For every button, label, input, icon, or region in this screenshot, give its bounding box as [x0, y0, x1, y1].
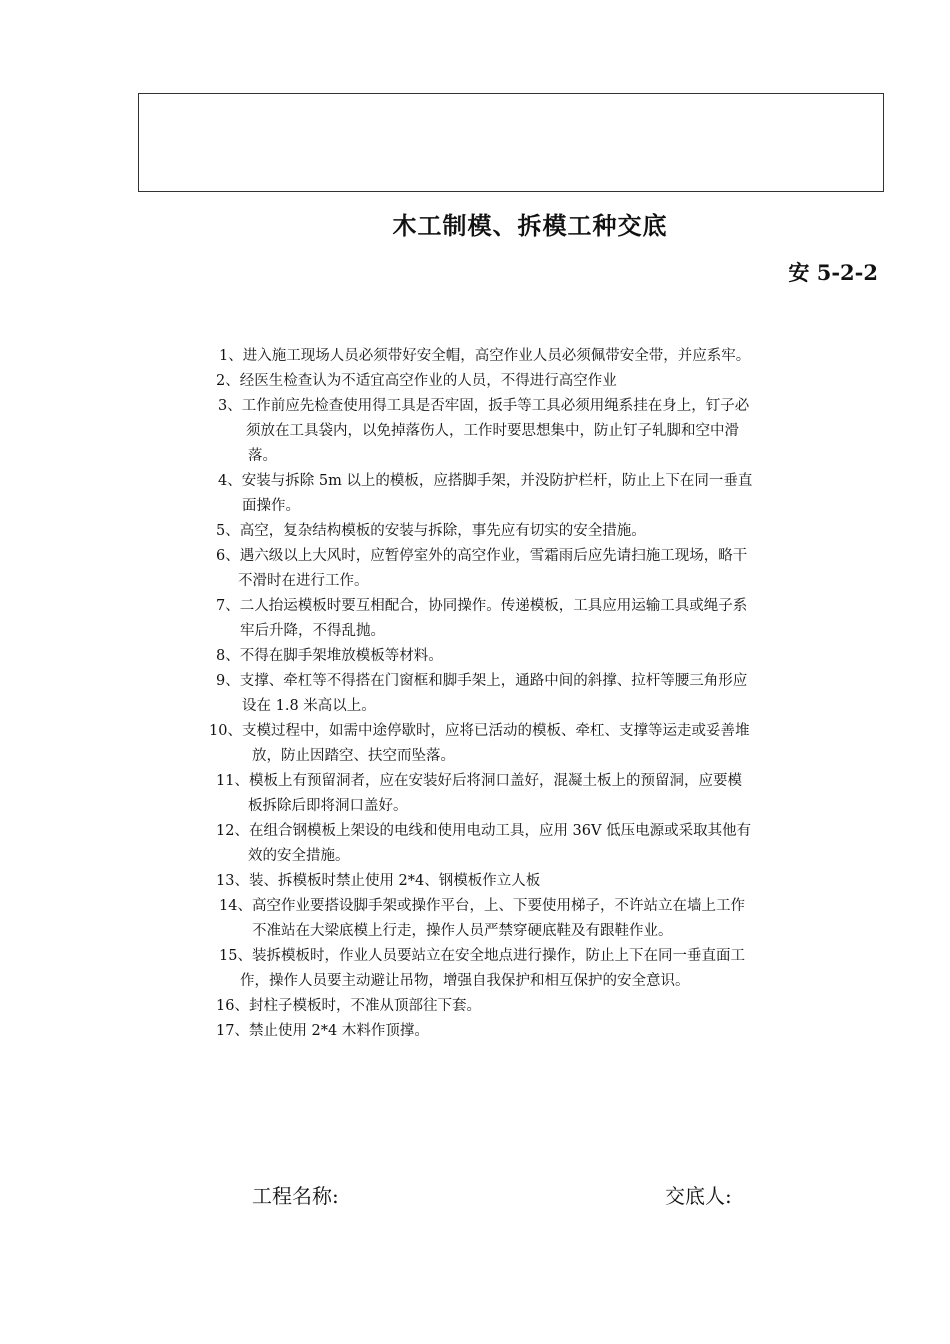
item-text-continued: 效的安全措施。	[248, 848, 350, 864]
list-item	[0, 394, 950, 469]
item-text: 遇六级以上大风时，应暂停室外的高空作业，雪霜雨后应先请扫施工现场，略干	[239, 548, 748, 564]
item-number: 1、	[219, 348, 243, 364]
list-item	[0, 769, 950, 819]
item-text: 工作前应先检查使用得工具是否牢固，扳手等工具必须用绳系挂在身上，钉子必	[241, 398, 750, 414]
item-text: 禁止使用 2*4 木料作顶撑。	[248, 1023, 429, 1039]
project-name-label: 工程名称:	[252, 1184, 339, 1208]
item-number: 16、	[216, 998, 249, 1014]
item-text: 封柱子模板时，不准从顶部往下套。	[248, 998, 481, 1014]
item-text-continued: 牢后升降，不得乱抛。	[240, 623, 385, 639]
item-text-continued: 设在 1.8 米高以上。	[242, 698, 376, 714]
list-item	[0, 819, 950, 869]
item-number: 2、	[216, 373, 240, 389]
item-text: 高空，复杂结构模板的安装与拆除，事先应有切实的安全措施。	[239, 523, 646, 539]
item-number: 4、	[218, 473, 242, 489]
item-number: 15、	[219, 948, 252, 964]
header-box	[138, 93, 884, 192]
item-text-continued: 放，防止因踏空、扶空而坠落。	[252, 748, 455, 764]
item-text: 不得在脚手架堆放模板等材料。	[239, 648, 443, 664]
item-text: 进入施工现场人员必须带好安全帽，高空作业人员必须佩带安全带，并应系牢。	[242, 348, 751, 364]
item-text-continued: 面操作。	[242, 498, 300, 514]
instruction-list	[0, 344, 950, 1044]
item-text: 安装与拆除 5m 以上的模板，应搭脚手架，并没防护栏杆，防止上下在同一垂直	[241, 473, 753, 489]
list-item	[0, 719, 950, 769]
list-item	[0, 869, 950, 894]
list-item	[0, 369, 950, 394]
item-number: 8、	[216, 648, 240, 664]
item-number: 11、	[216, 773, 249, 789]
list-item	[0, 994, 950, 1019]
item-text-continued: 不滑时在进行工作。	[238, 573, 369, 589]
item-number: 17、	[216, 1023, 249, 1039]
list-item	[0, 894, 950, 944]
list-item	[0, 469, 950, 519]
list-item	[0, 519, 950, 544]
item-text: 二人抬运模板时要互相配合，协同操作。传递模板，工具应用运输工具或绳子系	[239, 598, 748, 614]
item-number: 6、	[216, 548, 240, 564]
item-number: 9、	[216, 673, 240, 689]
item-text: 模板上有预留洞者，应在安装好后将洞口盖好，混凝土板上的预留洞，应要模	[248, 773, 742, 789]
item-text: 支模过程中，如需中途停歇时，应将已活动的模板、牵杠、支撑等运走或妥善堆	[241, 723, 750, 739]
item-text-continued: 板拆除后即将洞口盖好。	[248, 798, 408, 814]
item-text: 高空作业要搭设脚手架或操作平台，上、下要使用梯子，不许站立在墙上工作	[251, 898, 745, 914]
item-number: 14、	[219, 898, 252, 914]
list-item	[0, 594, 950, 644]
list-item	[0, 944, 950, 994]
item-text: 在组合钢模板上架设的电线和使用电动工具，应用 36V 低压电源或采取其他有	[248, 823, 752, 839]
document-title: 木工制模、拆模工种交底	[392, 211, 668, 240]
item-text: 装拆模板时，作业人员要站立在安全地点进行操作，防止上下在同一垂直面工	[251, 948, 745, 964]
item-text: 经医生检查认为不适宜高空作业的人员，不得进行高空作业	[239, 373, 617, 389]
item-text-continued: 落。	[248, 448, 277, 464]
item-text-continued: 作，操作人员要主动避让吊物，增强自我保护和相互保护的安全意识。	[240, 973, 690, 989]
item-number: 3、	[218, 398, 242, 414]
item-text-continued: 须放在工具袋内，以免掉落伤人，工作时要思想集中，防止钉子轧脚和空中滑	[246, 423, 739, 439]
item-text-continued: 不准站在大梁底模上行走，操作人员严禁穿硬底鞋及有跟鞋作业。	[252, 923, 673, 939]
list-item	[0, 344, 950, 369]
item-number: 10、	[209, 723, 242, 739]
list-item	[0, 644, 950, 669]
item-number: 5、	[216, 523, 240, 539]
list-item	[0, 544, 950, 594]
briefer-label: 交底人:	[665, 1184, 732, 1208]
list-item	[0, 1019, 950, 1044]
item-number: 13、	[216, 873, 249, 889]
item-number: 12、	[216, 823, 249, 839]
list-item	[0, 669, 950, 719]
item-text: 支撑、牵杠等不得搭在门窗框和脚手架上，通路中间的斜撑、拉杆等腰三角形应	[239, 673, 748, 689]
document-code: 安 5-2-2	[788, 260, 878, 285]
item-number: 7、	[216, 598, 240, 614]
item-text: 装、拆模板时禁止使用 2*4、钢模板作立人板	[248, 873, 541, 889]
